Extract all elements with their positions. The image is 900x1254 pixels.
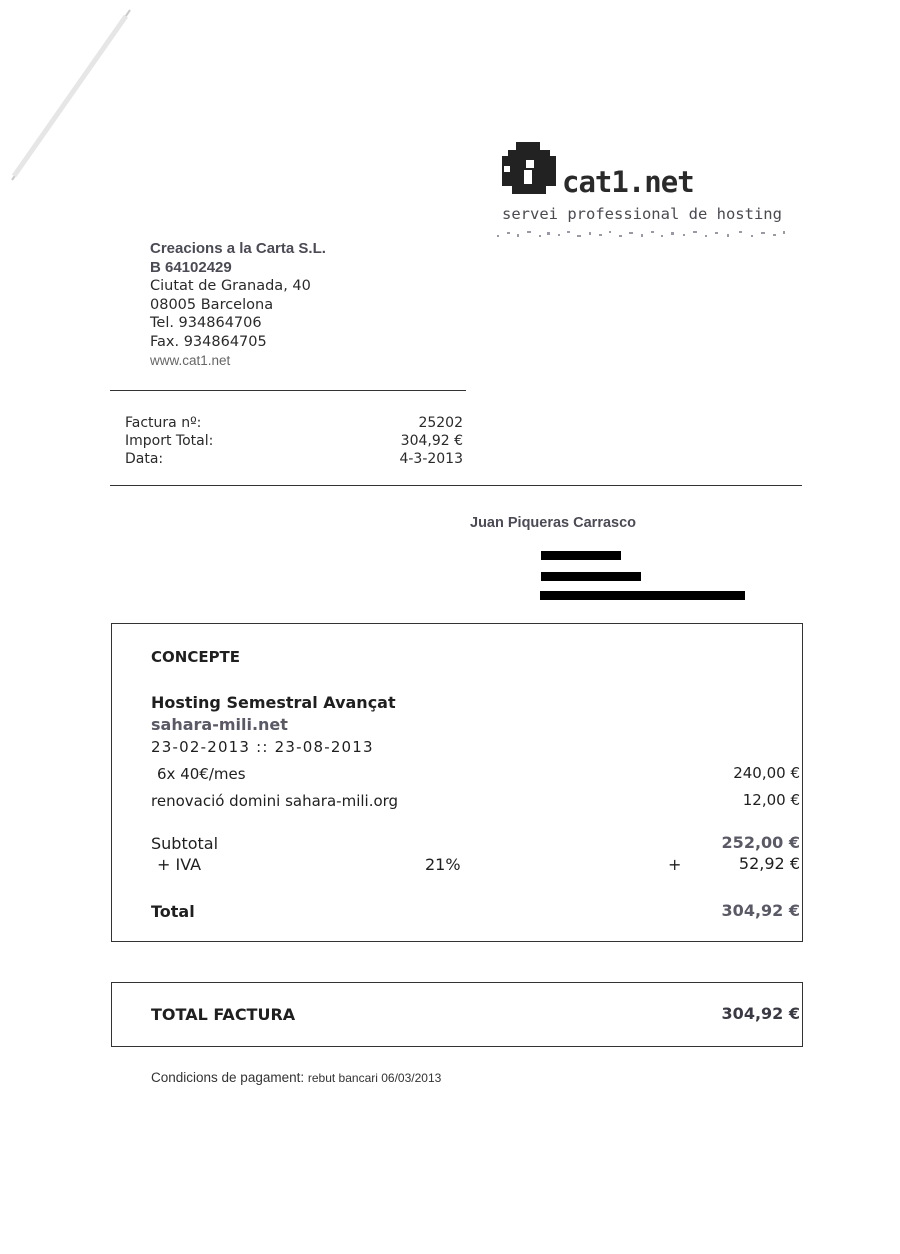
invoice-total: 304,92 €: [400, 433, 463, 449]
service-period: 23-02-2013 :: 23-08-2013: [151, 738, 374, 756]
invoice-date: 4-3-2013: [399, 451, 463, 467]
vat-rate: 21%: [425, 855, 461, 874]
vat-plus-sign: +: [668, 855, 682, 874]
subtotal-label: Subtotal: [151, 834, 219, 853]
company-name: Creacions a la Carta S.L.: [150, 240, 326, 257]
meta-divider: [110, 485, 802, 486]
company-city: 08005 Barcelona: [150, 296, 274, 313]
invoice-number-label: Factura nº:: [125, 415, 202, 431]
line-item-description: 6x 40€/mes: [157, 765, 246, 783]
cat1-logo-icon: [500, 140, 558, 198]
redacted-address-line-1: [541, 551, 621, 560]
subtotal-amount: 252,00 €: [721, 833, 800, 852]
company-fax: Fax. 934864705: [150, 333, 267, 350]
company-info: [150, 240, 326, 370]
logo-wordmark: cat1.net: [562, 165, 694, 199]
payment-conditions-value: rebut bancari 06/03/2013: [307, 1071, 442, 1085]
total-label: Total: [151, 902, 195, 921]
payment-conditions-label: Condicions de pagament:: [151, 1070, 305, 1085]
logo-tagline: servei professional de hosting: [502, 205, 782, 223]
vat-amount: 52,92 €: [738, 854, 800, 873]
line-item-amount: 12,00 €: [742, 791, 800, 809]
line-item-description: renovació domini sahara-mili.org: [151, 792, 399, 810]
company-website: www.cat1.net: [150, 352, 231, 368]
invoice-total-amount: 304,92 €: [721, 1004, 800, 1023]
vat-label: + IVA: [157, 855, 202, 874]
company-tax-id: B 64102429: [150, 258, 232, 276]
redacted-address-line-2: [541, 572, 641, 581]
invoice-date-label: Data:: [125, 451, 164, 467]
product-name: Hosting Semestral Avançat: [151, 693, 396, 712]
line-item-amount: 240,00 €: [733, 764, 800, 782]
invoice-total-heading: TOTAL FACTURA: [151, 1005, 296, 1024]
header-divider: [110, 390, 466, 391]
logo-dotted-strip: [495, 227, 790, 241]
invoice-meta-labels: [125, 414, 213, 468]
client-name: Juan Piqueras Carrasco: [470, 515, 637, 531]
invoice-number: 25202: [418, 415, 463, 431]
invoice-meta-values: [363, 414, 463, 468]
redacted-address-line-3: [540, 591, 745, 600]
company-street: Ciutat de Granada, 40: [150, 278, 311, 295]
total-amount: 304,92 €: [721, 901, 800, 920]
payment-conditions: [151, 1070, 441, 1085]
company-phone: Tel. 934864706: [150, 315, 262, 332]
product-domain: sahara-mili.net: [151, 715, 288, 734]
invoice-total-label: Import Total:: [125, 433, 214, 449]
concept-heading: CONCEPTE: [151, 648, 241, 666]
paper-fold-mark: [8, 8, 138, 183]
